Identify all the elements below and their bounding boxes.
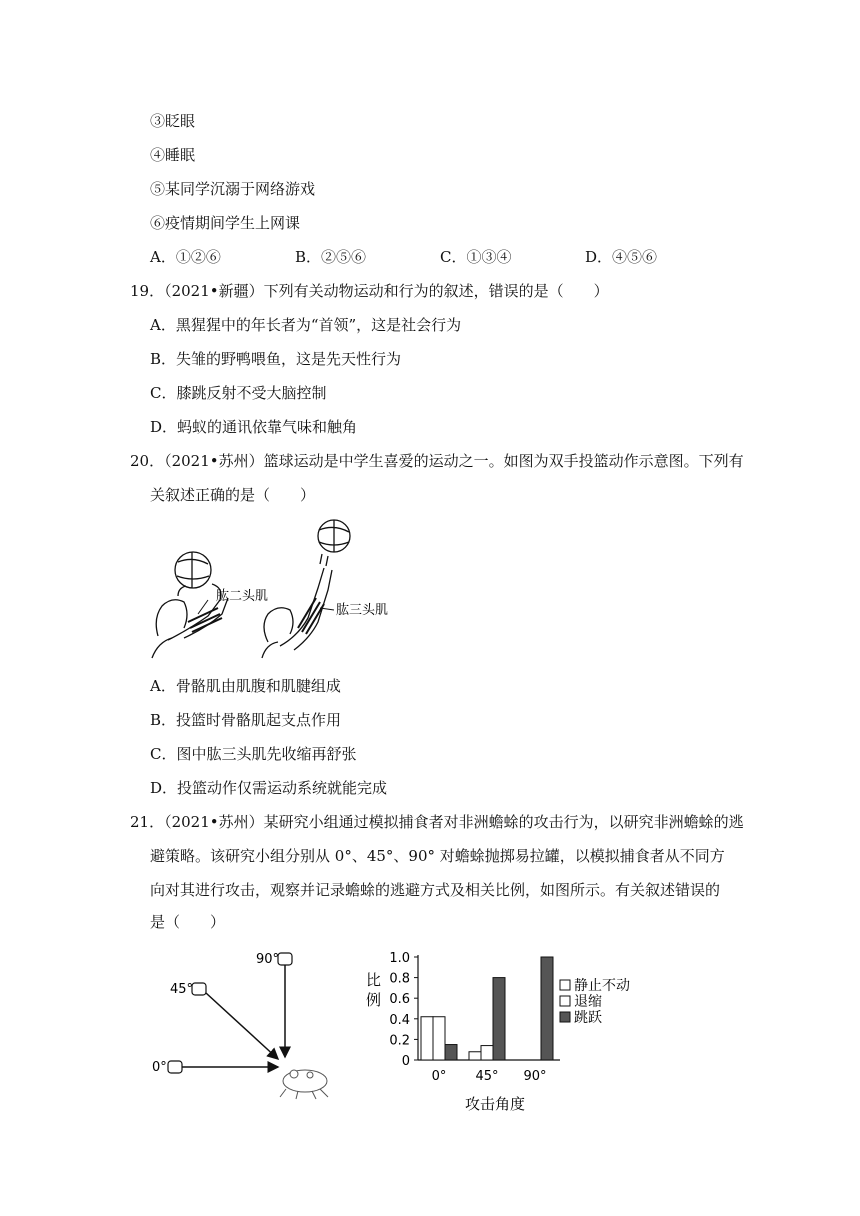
- y-tick-label: 1.0: [389, 951, 410, 966]
- x-tick-label: 45°: [475, 1069, 499, 1084]
- q20-stem-line2: 关叙述正确的是（ ）: [150, 486, 316, 504]
- angle-label-45: 45°: [170, 982, 194, 997]
- bar-1-2: [493, 978, 505, 1060]
- x-axis-label: 攻击角度: [465, 1095, 526, 1113]
- q20-option-b[interactable]: B．投篮时骨骼肌起支点作用: [150, 711, 342, 729]
- legend-label: 跳跃: [574, 1010, 602, 1026]
- q19-stem: 19．（2021•新疆）下列有关动物运动和行为的叙述，错误的是（ ）: [130, 282, 609, 300]
- label-triceps: 肱三头肌: [336, 603, 389, 618]
- x-tick-label: 0°: [431, 1069, 447, 1084]
- attack-direction-diagram: [150, 945, 350, 1105]
- toad-drawing: [280, 1070, 328, 1099]
- q20-option-d[interactable]: D．投篮动作仅需运动系统就能完成: [150, 779, 388, 797]
- prev-item-4: ④睡眠: [150, 146, 196, 164]
- q20-option-c[interactable]: C．图中肱三头肌先收缩再舒张: [150, 745, 357, 763]
- q20-option-a[interactable]: A．骨骼肌由肌腹和肌腱组成: [150, 677, 341, 695]
- legend-swatch: [560, 996, 570, 1006]
- bar-0-1: [433, 1017, 445, 1060]
- can-90: [278, 953, 292, 965]
- ylabel-char-2: 例: [366, 991, 382, 1009]
- escape-ratio-chart: [360, 945, 660, 1125]
- legend-swatch: [560, 980, 570, 990]
- prev-option-c[interactable]: C．①③④: [440, 248, 512, 266]
- y-tick-label: 0.8: [389, 971, 410, 987]
- prev-item-5: ⑤某同学沉溺于网络游戏: [150, 180, 316, 198]
- q19-option-a[interactable]: A．黑猩猩中的年长者为“首领”，这是社会行为: [150, 316, 462, 334]
- y-tick-label: 0.2: [389, 1033, 410, 1049]
- basketball-shot-figure: [148, 518, 398, 660]
- legend-swatch: [560, 1012, 570, 1022]
- ylabel-char-1: 比: [366, 971, 382, 989]
- q21-stem-line3: 向对其进行攻击，观察并记录蟾蜍的逃避方式及相关比例，如图所示。有关叙述错误的: [150, 881, 721, 899]
- q21-stem-line1: 21．（2021•苏州）某研究小组通过模拟捕食者对非洲蟾蜍的攻击行为，以研究非洲蟾蜍的逃: [130, 813, 744, 831]
- bar-1-0: [469, 1052, 481, 1060]
- q21-stem-line4: 是（ ）: [150, 913, 226, 931]
- legend-label: 静止不动: [574, 978, 630, 994]
- q21-stem-line2: 避策略。该研究小组分别从 0°、45°、90° 对蟾蜍抛掷易拉罐，以模拟捕食者从不同方: [150, 847, 725, 865]
- prev-option-b[interactable]: B．②⑤⑥: [295, 248, 367, 266]
- player-left-drawing: [152, 552, 228, 658]
- can-45: [192, 983, 206, 995]
- can-0: [168, 1061, 182, 1073]
- angle-label-90: 90°: [256, 952, 280, 967]
- prev-options: [150, 247, 657, 267]
- x-tick-label: 90°: [523, 1069, 547, 1084]
- q20-stem-line1: 20．（2021•苏州）篮球运动是中学生喜爱的运动之一。如图为双手投篮动作示意图。下列有: [130, 452, 744, 470]
- y-tick-label: 0.4: [389, 1012, 410, 1028]
- prev-item-6: ⑥疫情期间学生上网课: [150, 214, 301, 232]
- bar-0-2: [445, 1045, 457, 1060]
- q19-option-d[interactable]: D．蚂蚁的通讯依靠气味和触角: [150, 418, 358, 436]
- bar-1-1: [481, 1046, 493, 1060]
- legend-label: 退缩: [574, 994, 602, 1010]
- label-biceps: 肱二头肌: [216, 589, 269, 604]
- prev-option-a[interactable]: A．①②⑥: [150, 248, 221, 266]
- y-tick-label: 0.6: [389, 992, 410, 1008]
- angle-label-0: 0°: [152, 1060, 167, 1075]
- prev-option-d[interactable]: D．④⑤⑥: [585, 248, 658, 266]
- y-tick-label: 0: [401, 1054, 410, 1069]
- bar-2-2: [541, 957, 553, 1060]
- q19-option-b[interactable]: B．失雏的野鸭喂鱼，这是先天性行为: [150, 350, 402, 368]
- q19-option-c[interactable]: C．膝跳反射不受大脑控制: [150, 384, 327, 402]
- prev-item-3: ③眨眼: [150, 112, 196, 130]
- player-right-drawing: [262, 520, 350, 658]
- bar-0-0: [421, 1017, 433, 1060]
